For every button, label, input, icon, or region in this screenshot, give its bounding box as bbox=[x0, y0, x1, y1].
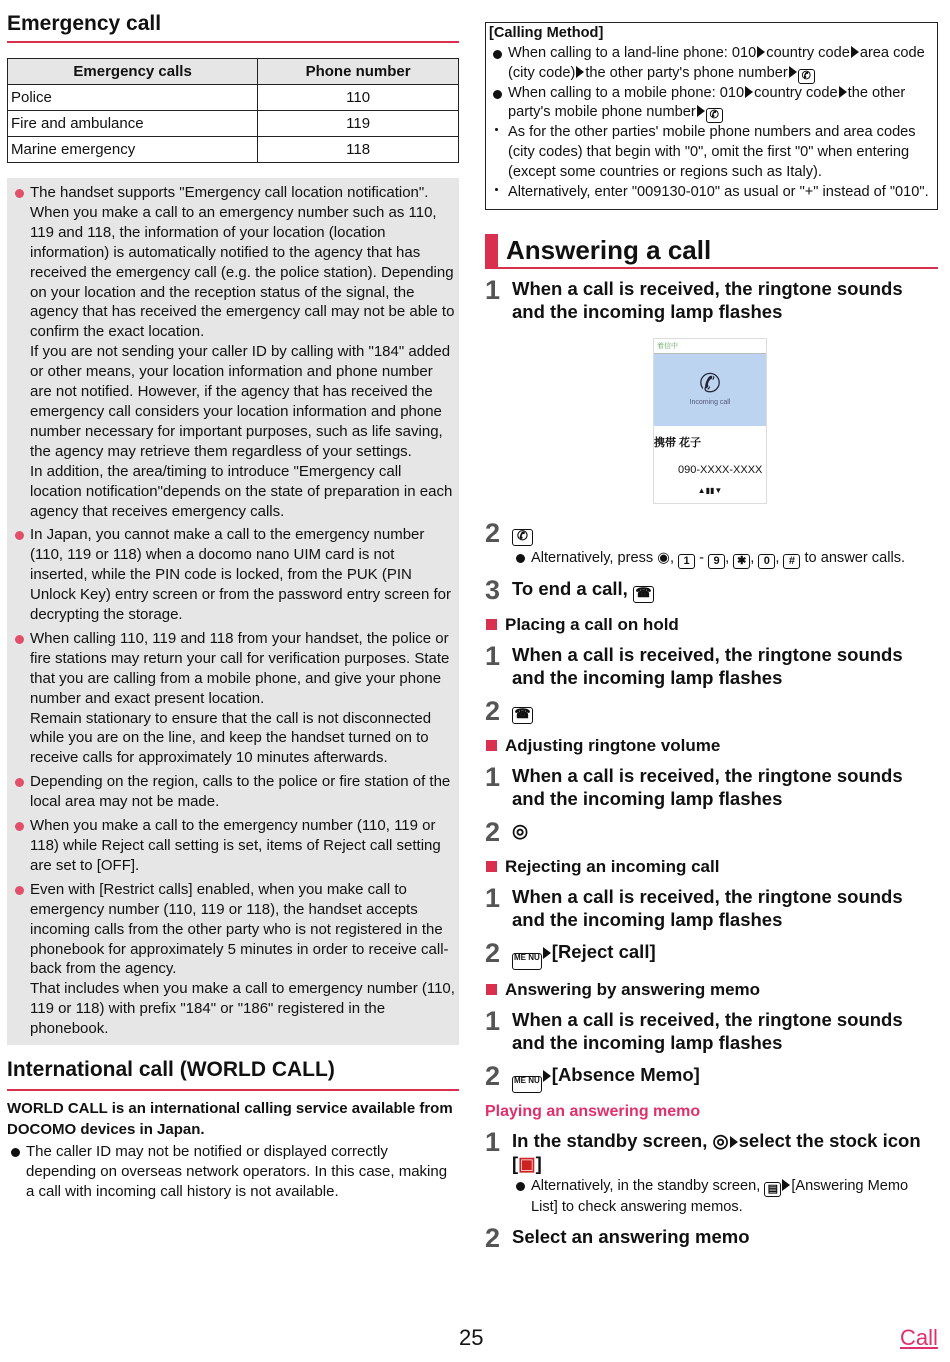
intl-note: The caller ID may not be notified or displayed correctly depending on overseas network operators. In this case, making a call with incoming call history is not available. bbox=[7, 1142, 459, 1202]
page-number: 25 bbox=[459, 1325, 484, 1350]
step-text: In the standby screen, bbox=[512, 1129, 708, 1151]
note-text: That includes when you make a call to emergency number (110, 119 or 118) with prefix "184" or "186" registered in the phonebook. bbox=[30, 980, 455, 1038]
note-text: Even with [Restrict calls] enabled, when you make call to emergency number (110, 119 or 118), the handset accepts incoming calls from the other party who is not registered in the phonebook for approximately 5 minutes in order to receive call-back from the agency. bbox=[30, 880, 449, 978]
step: 1 In the standby screen, ◎ select the stock icon [▣] bbox=[485, 1126, 921, 1175]
step-number: 2 bbox=[485, 1222, 501, 1253]
step bbox=[485, 883, 938, 932]
section-title-emergency: Emergency call bbox=[7, 0, 459, 43]
key-9-icon: 9 bbox=[708, 554, 725, 569]
note-item bbox=[11, 183, 455, 521]
t: Alternatively, press bbox=[531, 549, 658, 566]
note-text: If you are not sending your caller ID by calling with "184" added or other means, your location information and phone number are not notified. However, if the agency that has received the emergency call considers your location information and phone number necessary for important purposes, such as life saving, the agency may retrieve them regardless of your settings. bbox=[30, 343, 451, 460]
step-number: 1 bbox=[485, 274, 501, 305]
key-0-icon: 0 bbox=[758, 554, 775, 569]
incoming-label: Incoming call bbox=[689, 398, 731, 406]
status-text: 着信中 bbox=[654, 339, 766, 354]
menu-key-icon: ME NU bbox=[512, 953, 542, 970]
step bbox=[485, 696, 938, 726]
col-header: Phone number bbox=[258, 59, 459, 85]
step-number: 1 bbox=[485, 882, 501, 913]
step bbox=[485, 1223, 938, 1253]
subsection-volume: Adjusting ringtone volume bbox=[485, 736, 938, 756]
arrow-icon bbox=[789, 66, 797, 78]
t: country code bbox=[766, 44, 850, 61]
subsection-play-memo: Playing an answering memo bbox=[485, 1102, 701, 1120]
arrow-icon bbox=[543, 1070, 551, 1082]
step-text: When a call is received, the ringtone sounds and the incoming lamp flashes bbox=[512, 1008, 903, 1054]
step-number: 3 bbox=[485, 574, 501, 605]
step-text: When a call is received, the ringtone sounds and the incoming lamp flashes bbox=[512, 764, 903, 810]
nav-key-icon: ◎ bbox=[712, 1129, 729, 1151]
cell: 119 bbox=[258, 111, 459, 137]
step-number: 2 bbox=[485, 1060, 501, 1091]
note-item bbox=[11, 880, 455, 1039]
col-header: Emergency calls bbox=[8, 59, 258, 85]
arrow-icon bbox=[730, 1136, 738, 1148]
end-key-icon: ☎ bbox=[633, 586, 654, 603]
call-key-icon: ✆ bbox=[706, 108, 723, 123]
step bbox=[485, 1061, 938, 1093]
arrow-icon bbox=[576, 66, 584, 78]
key-hash-icon: # bbox=[783, 554, 800, 569]
note-item: Depending on the region, calls to the police or fire station of the local area may not be made. bbox=[11, 772, 455, 812]
step-text: When a call is received, the ringtone sounds and the incoming lamp flashes bbox=[512, 885, 903, 931]
step-number: 2 bbox=[485, 517, 501, 548]
step-text: select the stock icon bbox=[738, 1129, 921, 1151]
t: When calling to a mobile phone: 010 bbox=[508, 84, 745, 101]
incoming-area bbox=[654, 354, 766, 426]
call-key-icon: ✆ bbox=[798, 69, 815, 84]
alt-note bbox=[512, 548, 938, 569]
table-row bbox=[8, 85, 459, 111]
arrow-icon bbox=[745, 86, 753, 98]
t: country code bbox=[754, 84, 838, 101]
arrow-icon bbox=[757, 46, 765, 58]
step-number: 1 bbox=[485, 1005, 501, 1036]
t: , bbox=[670, 549, 679, 566]
subsection-reject: Rejecting an incoming call bbox=[485, 857, 938, 877]
step bbox=[485, 575, 938, 605]
cell: Police bbox=[8, 85, 258, 111]
step bbox=[485, 641, 938, 690]
t: , bbox=[775, 549, 784, 566]
key-1-icon: 1 bbox=[678, 554, 695, 569]
left-column bbox=[7, 0, 459, 1202]
nav-key-icon: ◎ bbox=[512, 819, 529, 841]
cell: 110 bbox=[258, 85, 459, 111]
right-column bbox=[485, 0, 938, 1253]
note-item: When you make a call to the emergency number (110, 119 or 118) while Reject call setting is set, items of Reject call setting are set to [OFF]. bbox=[11, 816, 455, 876]
step-text: When a call is received, the ringtone sounds and the incoming lamp flashes bbox=[512, 277, 903, 323]
section-title-intl: International call (WORLD CALL) bbox=[7, 1058, 459, 1091]
step-number: 2 bbox=[485, 937, 501, 968]
step-text: [Reject call] bbox=[551, 940, 656, 962]
step-number: 2 bbox=[485, 695, 501, 726]
step-number: 1 bbox=[485, 640, 501, 671]
step bbox=[485, 817, 938, 847]
method-item: As for the other parties' mobile phone numbers and area codes (city codes) that begin with "0", omit the first "0" when entering (except some countries or regions such as Italy). bbox=[489, 123, 934, 182]
memo-key-icon: ▤ bbox=[764, 1182, 781, 1197]
caller-number: 090-XXXX-XXXX bbox=[678, 463, 763, 476]
t: to answer calls. bbox=[800, 549, 906, 566]
note-item bbox=[11, 629, 455, 768]
note-item: In Japan, you cannot make a call to the emergency number (110, 119 or 118) when a docomo nano UIM card is not inserted, while the PIN code is locked, from the PUK (PIN Unlock Key) entry screen or from the password entry screen for decrypting the storage. bbox=[11, 525, 455, 625]
t: the other party's mobile phone number bbox=[508, 84, 906, 121]
step-text: Select an answering memo bbox=[512, 1225, 750, 1247]
notes-box bbox=[7, 178, 459, 1045]
step bbox=[485, 518, 938, 548]
step bbox=[485, 938, 938, 970]
method-item bbox=[489, 44, 934, 84]
caller-name: 携帯 花子 bbox=[654, 436, 702, 449]
cell: 118 bbox=[258, 137, 459, 163]
step-number: 2 bbox=[485, 816, 501, 847]
arrow-icon bbox=[839, 86, 847, 98]
method-item bbox=[489, 84, 934, 124]
step-text: When a call is received, the ringtone sounds and the incoming lamp flashes bbox=[512, 643, 903, 689]
incoming-call-screenshot bbox=[653, 338, 767, 504]
t: [Answering Memo List] to check answering memos. bbox=[531, 1177, 909, 1215]
note-text: In addition, the area/timing to introduce "Emergency call location notification"depends on the state of preparation in each agency that receives emergency calls. bbox=[30, 462, 453, 520]
intl-lead: WORLD CALL is an international calling service available from DOCOMO devices in Japan. bbox=[7, 1100, 453, 1139]
scroll-icon: ▲▮▮▼ bbox=[697, 485, 723, 495]
emergency-table bbox=[7, 58, 459, 163]
stock-icon: ▣ bbox=[518, 1153, 536, 1175]
t: - bbox=[695, 549, 709, 566]
t: , bbox=[725, 549, 734, 566]
arrow-icon bbox=[782, 1179, 790, 1191]
arrow-icon bbox=[697, 105, 705, 117]
step-number: 1 bbox=[485, 761, 501, 792]
subsection-hold: Placing a call on hold bbox=[485, 615, 938, 635]
step bbox=[485, 762, 938, 811]
arrow-icon bbox=[543, 947, 551, 959]
subsection-memo: Answering by answering memo bbox=[485, 980, 938, 1000]
cell: Fire and ambulance bbox=[8, 111, 258, 137]
section-title-answering: Answering a call bbox=[485, 234, 938, 269]
step bbox=[485, 1006, 938, 1055]
section-link-call[interactable]: Call bbox=[900, 1325, 938, 1350]
t: Alternatively, in the standby screen, bbox=[531, 1177, 765, 1194]
t: , bbox=[750, 549, 759, 566]
step-text: [Absence Memo] bbox=[551, 1063, 700, 1085]
method-item: Alternatively, enter "009130-010" as usual or "+" instead of "010". bbox=[489, 183, 934, 203]
step bbox=[485, 275, 938, 324]
arrow-icon bbox=[851, 46, 859, 58]
step-number: 1 bbox=[485, 1126, 501, 1157]
note-text: When calling 110, 119 and 118 from your handset, the police or fire stations may return your call for verification purposes. State that you are calling from a mobile phone, and give your phone number and exact present location. bbox=[30, 629, 450, 707]
alt-note bbox=[512, 1176, 938, 1217]
cell: Marine emergency bbox=[8, 137, 258, 163]
t: the other party's phone number bbox=[585, 64, 788, 81]
step-text: To end a call, bbox=[512, 577, 628, 599]
menu-key-icon: ME NU bbox=[512, 1076, 542, 1093]
t: area code (city code) bbox=[508, 44, 925, 81]
call-key-icon: ✆ bbox=[512, 529, 533, 546]
table-row bbox=[8, 137, 459, 163]
center-key-icon: ◉ bbox=[657, 549, 670, 566]
note-text: The handset supports "Emergency call location notification". When you make a call to an emergency number such as 110, 119 and 118, the information of your location (location information) is automatically notified to the agency that has received the emergency call (e.g. the police station). Depending on your location and the reception status of the signal, the agency that has received the emergency call may not be able to confirm the exact location. bbox=[30, 184, 455, 341]
note-text: Remain stationary to ensure that the call is not disconnected while you are on the line, and keep the handset turned on to receive calls for approximately 10 minutes afterwards. bbox=[30, 709, 432, 767]
key-star-icon: ✱ bbox=[733, 554, 750, 569]
box-title: [Calling Method] bbox=[489, 25, 604, 41]
phone-ringing-icon: ✆ bbox=[699, 367, 721, 398]
calling-method-box bbox=[485, 22, 938, 210]
table-row bbox=[8, 111, 459, 137]
end-key-icon: ☎ bbox=[512, 707, 533, 724]
t: When calling to a land-line phone: 010 bbox=[508, 44, 757, 61]
